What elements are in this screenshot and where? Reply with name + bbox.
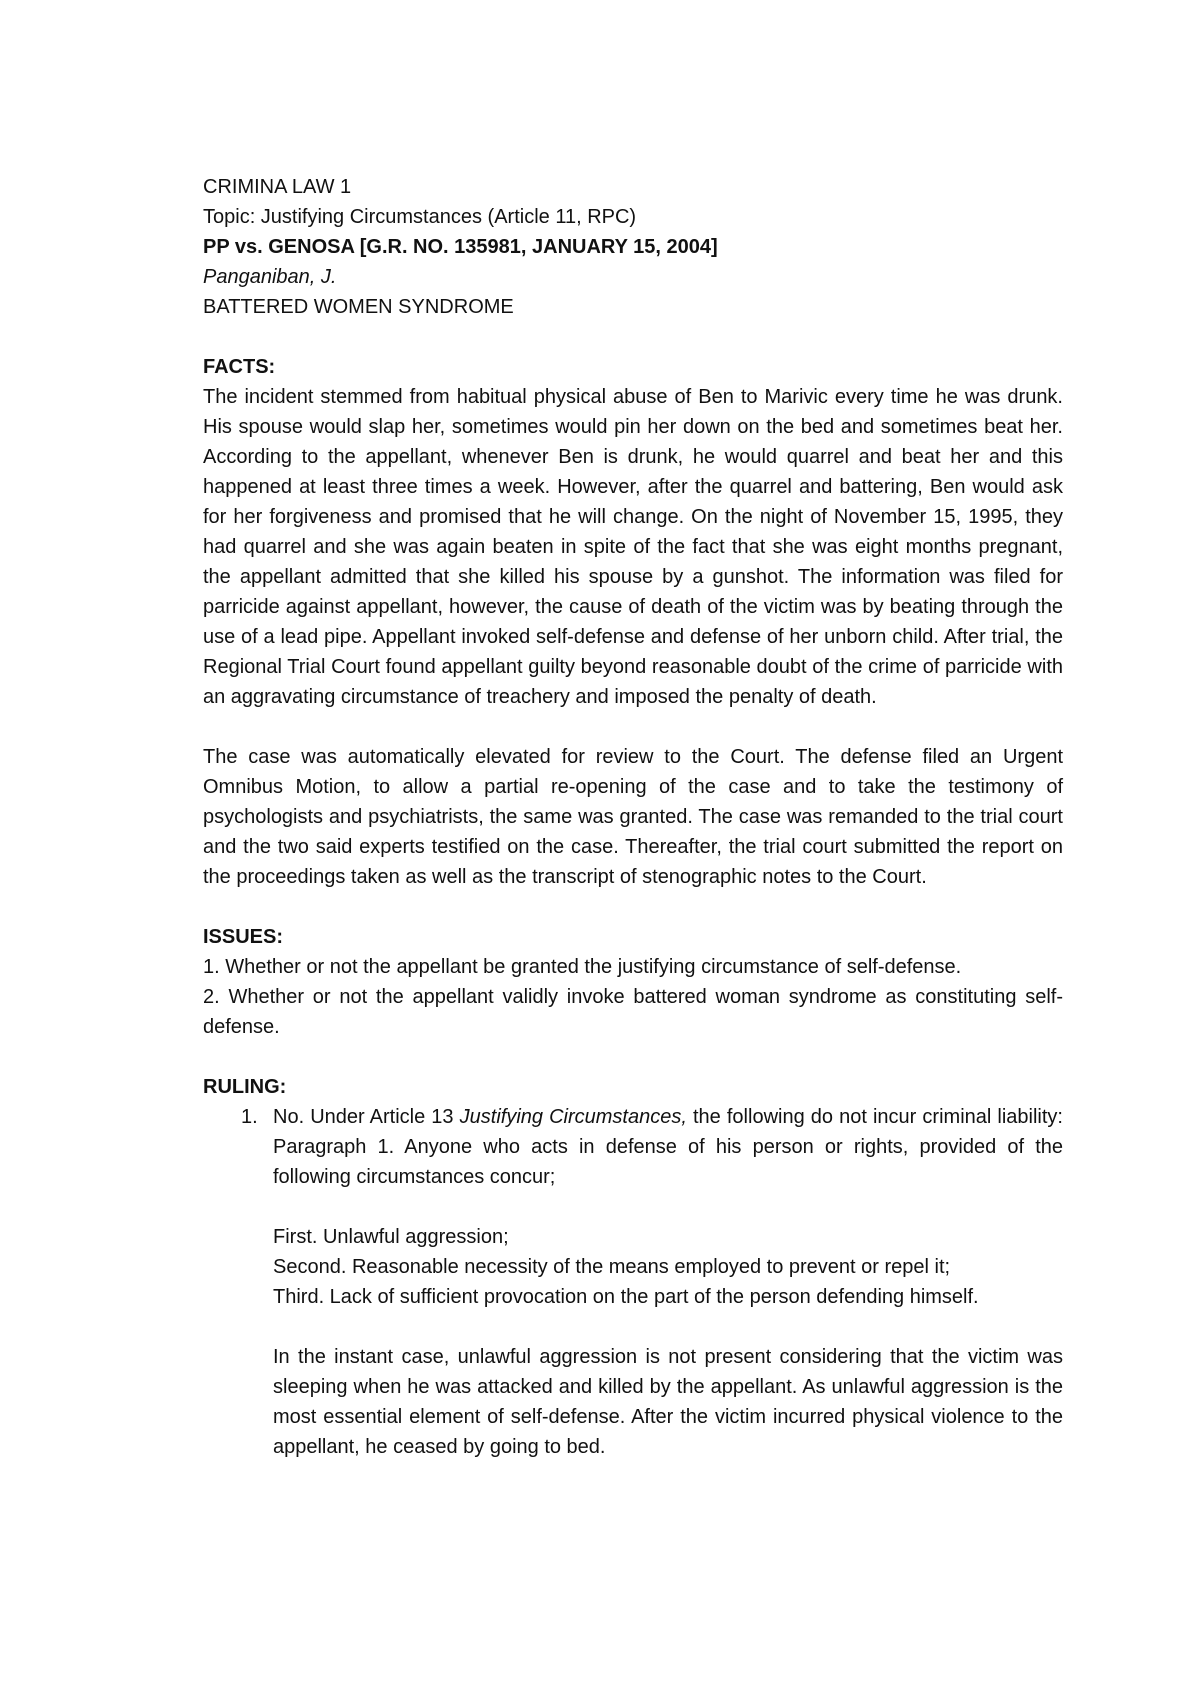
- ruling-text-a: No. Under Article 13: [273, 1106, 460, 1128]
- course-title: CRIMINA LAW 1: [203, 176, 352, 198]
- ruling-item-1: [203, 1102, 1063, 1192]
- issue-item-1: 1. Whether or not the appellant be granted the justifying circumstance of self-defense.: [203, 956, 962, 978]
- requisites-block: [203, 1222, 1063, 1312]
- facts-paragraph-2: The case was automatically elevated for review to the Court. The defense filed an Urgent Omnibus Motion, to allow a partial re-opening of the case and to take the testimony of psychologists and psychiatrists, the same was granted. The case was remanded to the trial court and the two said experts testified on the case. Thereafter, the trial court submitted the report on the proceedings taken as well as the transcript of stenographic notes to the Court.: [203, 746, 1063, 888]
- facts-paragraph-1: The incident stemmed from habitual physical abuse of Ben to Marivic every time he was drunk. His spouse would slap her, sometimes would pin her down on the bed and sometimes beat her. According to the appellant, whenever Ben is drunk, he would quarrel and beat her and this happened at least three times a week. However, after the quarrel and battering, Ben would ask for her forgiveness and promised that he will change. On the night of November 15, 1995, they had quarrel and she was again beaten in spite of the fact that she was eight months pregnant, the appellant admitted that she killed his spouse by a gunshot. The information was filed for parricide against appellant, however, the cause of death of the victim was by beating through the use of a lead pipe. Appellant invoked self-defense and defense of her unborn child. After trial, the Regional Trial Court found appellant guilty beyond reasonable doubt of the crime of parricide with an aggravating circumstance of treachery and imposed the penalty of death.: [203, 386, 1063, 708]
- spacer: [203, 1192, 1063, 1222]
- spacer: [203, 1312, 1063, 1342]
- spacer: [203, 1042, 1063, 1072]
- spacer: [203, 322, 1063, 352]
- spacer: [203, 712, 1063, 742]
- spacer: [203, 892, 1063, 922]
- topic-line: Topic: Justifying Circumstances (Article 11, RPC): [203, 206, 637, 228]
- ponente: Panganiban, J.: [203, 266, 337, 288]
- doctrine-heading: BATTERED WOMEN SYNDROME: [203, 296, 514, 318]
- ruling-item-number: 1.: [241, 1106, 258, 1128]
- ruling-text-b: the following do not incur criminal liability: Paragraph 1. Anyone who acts in defense of his person or rights, provided of the following circumstances concur;: [273, 1106, 1063, 1188]
- ruling-heading: RULING:: [203, 1076, 287, 1098]
- requisite-first: First. Unlawful aggression;: [273, 1226, 509, 1248]
- issue-item-2: 2. Whether or not the appellant validly invoke battered woman syndrome as constituting self-defense.: [203, 986, 1063, 1038]
- requisite-second: Second. Reasonable necessity of the means employed to prevent or repel it;: [273, 1256, 951, 1278]
- requisite-third: Third. Lack of sufficient provocation on the part of the person defending himself.: [273, 1286, 979, 1308]
- facts-heading: FACTS:: [203, 356, 276, 378]
- analysis-block: [203, 1342, 1063, 1462]
- issues-heading: ISSUES:: [203, 926, 284, 948]
- ruling-analysis: In the instant case, unlawful aggression is not present considering that the victim was sleeping when he was attacked and killed by the appellant. As unlawful aggression is the most essential element of self-defense. After the victim incurred physical violence to the appellant, he ceased by going to bed.: [273, 1346, 1063, 1458]
- case-title: PP vs. GENOSA [G.R. NO. 135981, JANUARY 15, 2004]: [203, 236, 718, 258]
- ruling-text-italic: Justifying Circumstances,: [459, 1106, 687, 1128]
- document-body: [203, 172, 1063, 1462]
